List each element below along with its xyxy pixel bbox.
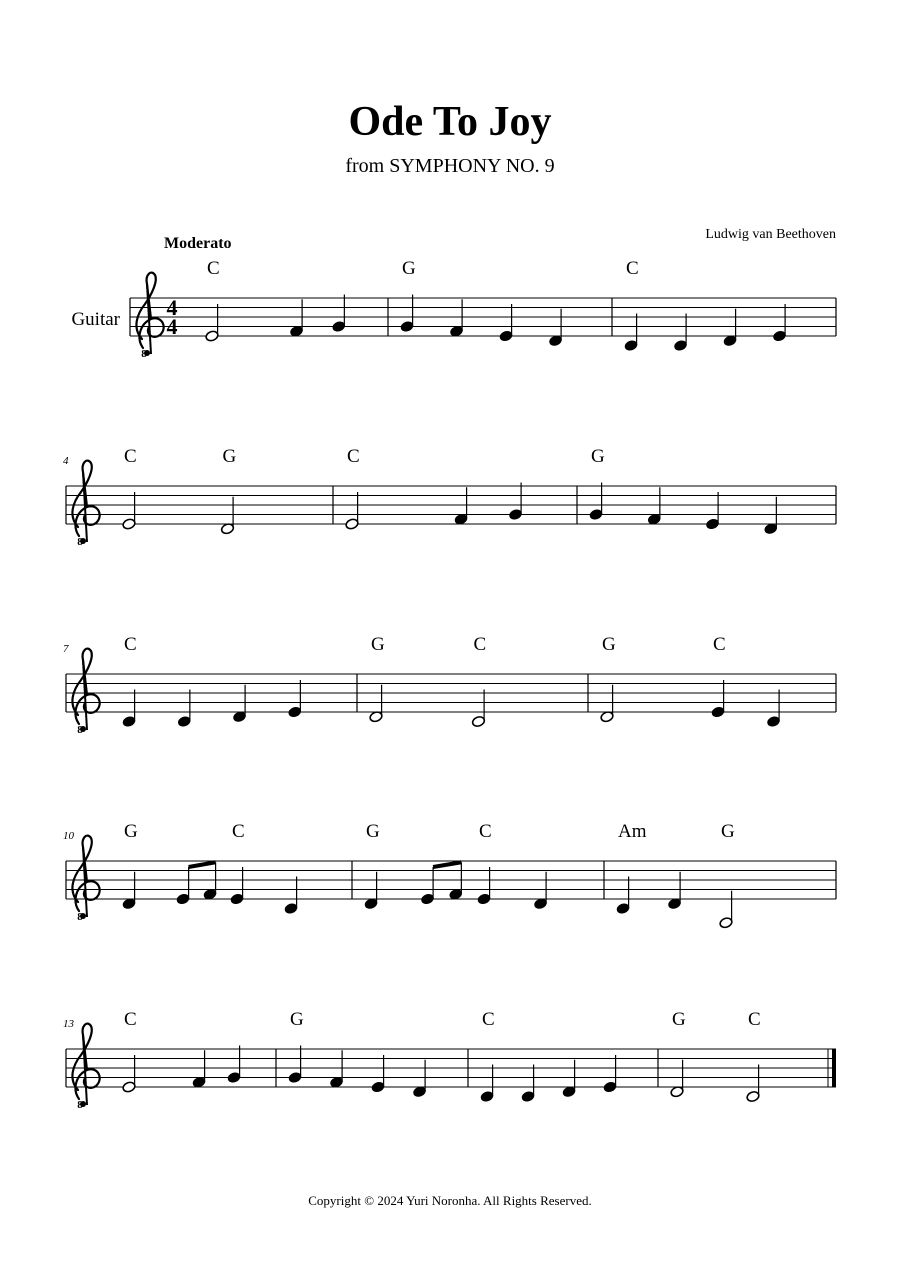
chord-symbol: C	[207, 258, 220, 279]
score-subtitle: from SYMPHONY NO. 9	[345, 155, 555, 177]
beam	[433, 862, 461, 867]
chord-symbol: C	[713, 634, 726, 655]
chord-symbol: C	[482, 1009, 495, 1030]
beam	[189, 862, 216, 867]
measure-number: 13	[63, 1018, 74, 1030]
chord-symbol: C	[748, 1009, 761, 1030]
octave-mark: 8	[77, 536, 83, 548]
chord-symbol: G	[371, 634, 385, 655]
chord-symbol: G	[402, 258, 416, 279]
chord-symbol: G	[222, 446, 237, 467]
chord-symbol: C	[232, 821, 245, 842]
treble-clef-icon	[72, 649, 99, 732]
treble-clef-icon	[72, 836, 99, 919]
copyright-footer: Copyright © 2024 Yuri Noronha. All Rights Reserved.	[308, 1193, 592, 1208]
staff-system	[66, 1024, 836, 1107]
chord-symbol: C	[626, 258, 639, 279]
treble-clef-icon	[136, 273, 163, 356]
chord-symbol: G	[721, 821, 735, 842]
staff-system	[66, 649, 836, 732]
time-signature-bottom: 4	[166, 314, 178, 339]
score-title: Ode To Joy	[348, 99, 552, 145]
final-barline-thick	[832, 1049, 836, 1087]
tempo-marking: Moderato	[164, 235, 232, 252]
measure-number: 10	[63, 830, 74, 842]
chord-symbol: C	[479, 821, 492, 842]
measure-number: 4	[63, 455, 69, 467]
chord-symbol: G	[591, 446, 605, 467]
staff-system	[130, 273, 836, 356]
chord-symbol: G	[672, 1009, 686, 1030]
chord-symbol: G	[366, 821, 380, 842]
composer-credit: Ludwig van Beethoven	[705, 227, 836, 242]
chord-symbol: Am	[618, 821, 647, 842]
instrument-name: Guitar	[71, 309, 120, 330]
chord-symbol: G	[290, 1009, 304, 1030]
treble-clef-icon	[72, 1024, 99, 1107]
chord-symbol: C	[124, 1009, 137, 1030]
chord-symbol: C	[124, 446, 137, 467]
time-signature-top: 4	[166, 295, 178, 320]
chord-symbol: G	[602, 634, 616, 655]
staff-system	[66, 461, 836, 544]
octave-mark: 8	[77, 724, 83, 736]
measure-number: 7	[63, 643, 69, 655]
octave-mark: 8	[141, 348, 147, 360]
octave-mark: 8	[77, 1099, 83, 1111]
staff-system	[66, 836, 836, 929]
octave-mark: 8	[77, 911, 83, 923]
chord-symbol: G	[124, 821, 138, 842]
chord-symbol: C	[124, 634, 137, 655]
chord-symbol: C	[347, 446, 360, 467]
chord-symbol: C	[473, 634, 487, 655]
treble-clef-icon	[72, 461, 99, 544]
score-layer	[63, 258, 836, 1111]
